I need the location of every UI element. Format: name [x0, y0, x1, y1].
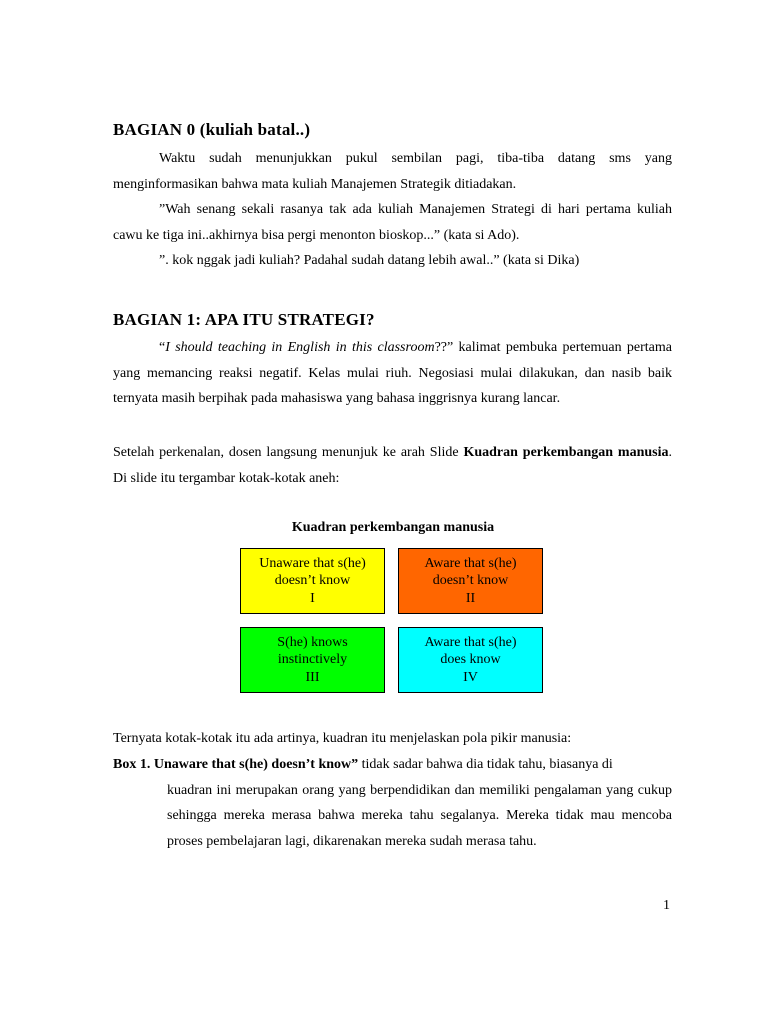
- box1-label: Box 1. Unaware that s(he) doesn’t know”: [113, 757, 359, 772]
- section0-paragraph-3: ”. kok nggak jadi kuliah? Padahal sudah datang lebih awal..” (kata si Dika): [159, 253, 580, 268]
- section0-heading: BAGIAN 0 (kuliah batal..): [113, 120, 311, 139]
- quadrant-box-2: [398, 548, 543, 614]
- open-quote: “: [159, 340, 166, 355]
- section0-paragraph-1: Waktu sudah menunjukkan pukul sembilan pagi, tiba-tiba datang sms yang menginformasikan bahwa mata kuliah Manajemen Strategik ditiadakan.: [113, 151, 672, 192]
- slide-title-bold: Kuadran perkembangan manusia: [463, 445, 669, 460]
- quadrant-title: Kuadran perkembangan manusia: [291, 520, 495, 535]
- section1-paragraph-2: [113, 440, 672, 491]
- box-numeral: III: [305, 669, 320, 685]
- box-numeral: I: [310, 590, 315, 606]
- box-line-1: Unaware that s(he): [259, 555, 366, 571]
- box-line-1: Aware that s(he): [424, 634, 517, 650]
- box-numeral: IV: [463, 669, 478, 685]
- explanation-intro: Ternyata kotak-kotak itu ada artinya, kuadran itu menjelaskan pola pikir manusia:: [113, 731, 572, 746]
- quadrant-box-3: [240, 627, 385, 693]
- box-line-2: instinctively: [277, 652, 348, 668]
- english-quote: I should teaching in English in this classroom: [165, 340, 435, 355]
- box1-first-line: [113, 752, 672, 778]
- paragraph-start: Setelah perkenalan, dosen langsung menunjuk ke arah Slide: [113, 445, 464, 460]
- page-number: 1: [663, 898, 670, 913]
- box-line-2: does know: [440, 652, 501, 668]
- box-numeral: II: [465, 590, 476, 606]
- box-line-1: S(he) knows: [277, 634, 348, 650]
- box-line-1: Aware that s(he): [424, 555, 517, 571]
- section0-paragraph-2: ”Wah senang sekali rasanya tak ada kuliah Manajemen Strategi di hari pertama kuliah cawu ke tiga ini..akhirnya bisa pergi menonton bioskop...” (kata si Ado).: [113, 202, 672, 243]
- box1-first-text: tidak sadar bahwa dia tidak tahu, biasanya di: [358, 757, 613, 772]
- box-line-2: doesn’t know: [432, 573, 509, 589]
- quadrant-box-4: [398, 627, 543, 693]
- box1-body: kuadran ini merupakan orang yang berpendidikan dan memiliki pengalaman yang cukup sehingga mereka merasa bahwa mereka tahu segalanya. Mereka tidak mau mencoba proses pembelajaran lagi, dikarenakan mereka sudah merasa tahu.: [167, 782, 672, 849]
- quadrant-box-1: [240, 548, 385, 614]
- paragraph-rest: ??” kalimat pembuka pertemuan pertama yang memancing reaksi negatif. Kelas mulai riuh. Negosiasi mulai dilakukan, dan nasib baik ternyata masih berpihak pada mahasiswa yang bahasa inggrisnya kurang lancar.: [113, 340, 672, 406]
- paragraph-end: . Di slide itu tergambar kotak-kotak aneh:: [113, 445, 672, 486]
- box1-definition: [113, 752, 672, 854]
- section1-heading: BAGIAN 1: APA ITU STRATEGI?: [113, 310, 375, 329]
- section1-paragraph-1: [113, 335, 672, 412]
- box-line-2: doesn’t know: [274, 573, 351, 589]
